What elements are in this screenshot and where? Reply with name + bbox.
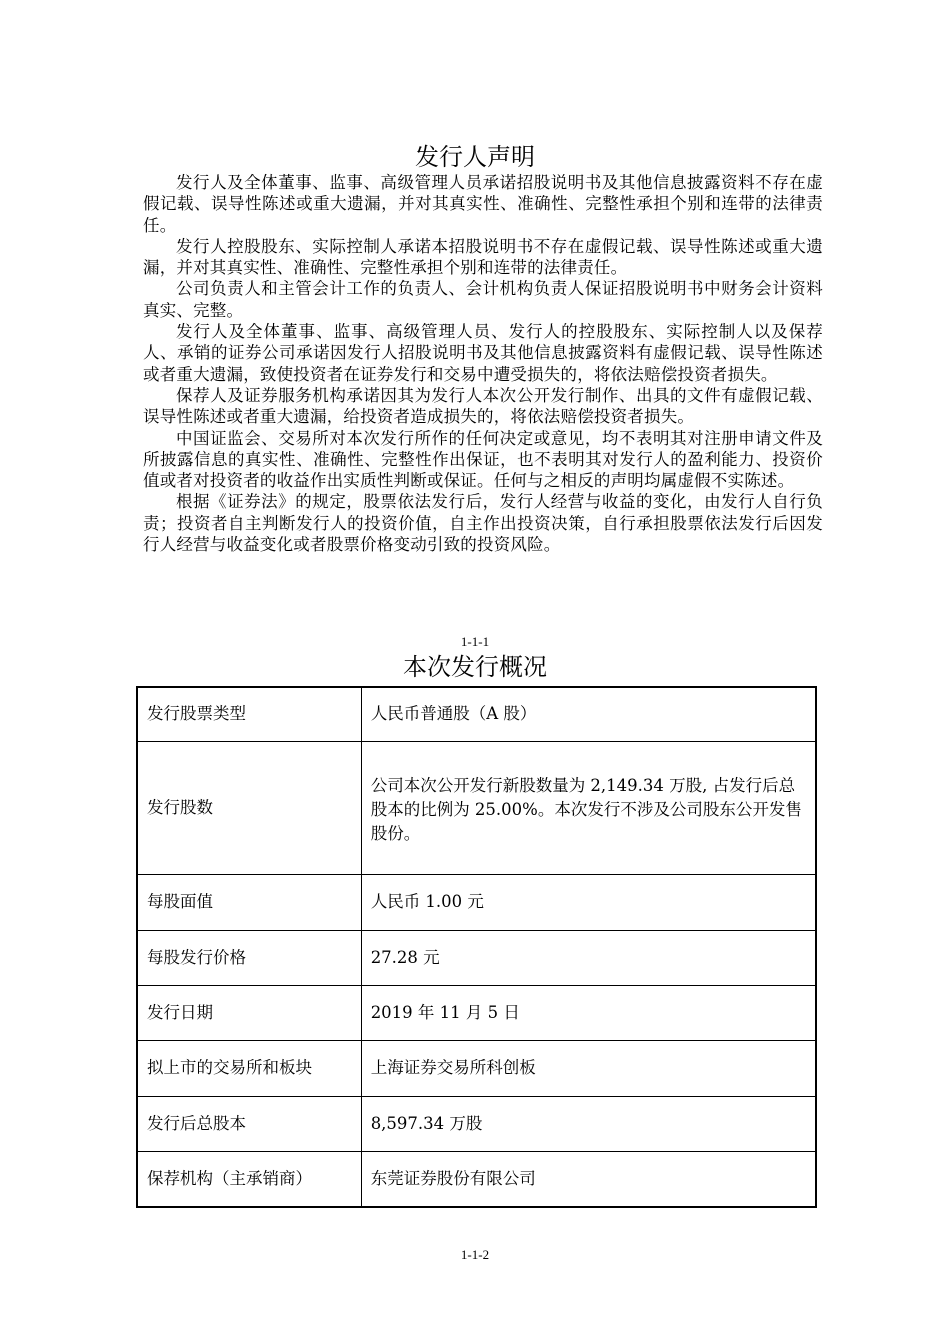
- page-number: 1-1-1: [460, 634, 490, 649]
- declaration-title: 发行人声明: [415, 143, 535, 171]
- row-label: 发行后总股本: [137, 1096, 361, 1151]
- row-value: 公司本次公开发行新股数量为 2,149.34 万股, 占发行后总股本的比例为 25.00%。本次发行不涉及公司股东公开发售股份。: [361, 741, 816, 874]
- table-row: [137, 1040, 816, 1096]
- row-label: 发行股票类型: [137, 687, 361, 741]
- row-value: 人民币 1.00 元: [361, 874, 816, 930]
- row-value: 8,597.34 万股: [361, 1096, 816, 1151]
- row-label: 发行股数: [137, 741, 361, 874]
- table-row: [137, 1151, 816, 1207]
- declaration-paragraph: 发行人控股股东、实际控制人承诺本招股说明书不存在虚假记载、误导性陈述或重大遗漏，并对其真实性、准确性、完整性承担个别和连带的法律责任。: [143, 236, 823, 278]
- row-label: 每股发行价格: [137, 930, 361, 985]
- row-value: 上海证券交易所科创板: [361, 1040, 816, 1096]
- row-label: 每股面值: [137, 874, 361, 930]
- row-value: 人民币普通股（A 股）: [361, 687, 816, 741]
- table-row: [137, 687, 816, 741]
- row-label: 保荐机构（主承销商）: [137, 1151, 361, 1207]
- overview-title: 本次发行概况: [403, 653, 547, 681]
- table-row: [137, 874, 816, 930]
- table-row: [137, 930, 816, 985]
- declaration-paragraph: 发行人及全体董事、监事、高级管理人员、发行人的控股股东、实际控制人以及保荐人、承销的证券公司承诺因发行人招股说明书及其他信息披露资料有虚假记载、误导性陈述或者重大遗漏，致使投资者在证券发行和交易中遭受损失的，将依法赔偿投资者损失。: [143, 322, 823, 384]
- declaration-paragraph: 发行人及全体董事、监事、高级管理人员承诺招股说明书及其他信息披露资料不存在虚假记载、误导性陈述或重大遗漏，并对其真实性、准确性、完整性承担个别和连带的法律责任。: [143, 173, 823, 235]
- declaration-paragraph: 根据《证券法》的规定，股票依法发行后，发行人经营与收益的变化，由发行人自行负责；投资者自主判断发行人的投资价值，自主作出投资决策，自行承担股票依法发行后因发行人经营与收益变化或者股票价格变动引致的投资风险。: [143, 492, 823, 555]
- row-value: 2019 年 11 月 5 日: [361, 985, 816, 1040]
- row-value: 27.28 元: [361, 930, 816, 985]
- row-label: 发行日期: [137, 985, 361, 1040]
- page-number: 1-1-2: [460, 1247, 490, 1262]
- row-value: 东莞证券股份有限公司: [361, 1151, 816, 1207]
- offering-overview-table: [136, 686, 817, 1208]
- declaration-paragraph: 公司负责人和主管会计工作的负责人、会计机构负责人保证招股说明书中财务会计资料真实、完整。: [143, 279, 823, 320]
- declaration-paragraph: 中国证监会、交易所对本次发行所作的任何决定或意见，均不表明其对注册申请文件及所披露信息的真实性、准确性、完整性作出保证，也不表明其对发行人的盈利能力、投资价值或者对投资者的收益作出实质性判断或保证。任何与之相反的声明均属虚假不实陈述。: [143, 428, 823, 491]
- table-row: [137, 1096, 816, 1151]
- table-row: [137, 985, 816, 1040]
- row-label: 拟上市的交易所和板块: [137, 1040, 361, 1096]
- declaration-body: [143, 172, 823, 555]
- table-row: [137, 741, 816, 874]
- declaration-paragraph: 保荐人及证券服务机构承诺因其为发行人本次公开发行制作、出具的文件有虚假记载、误导性陈述或者重大遗漏，给投资者造成损失的，将依法赔偿投资者损失。: [143, 385, 823, 427]
